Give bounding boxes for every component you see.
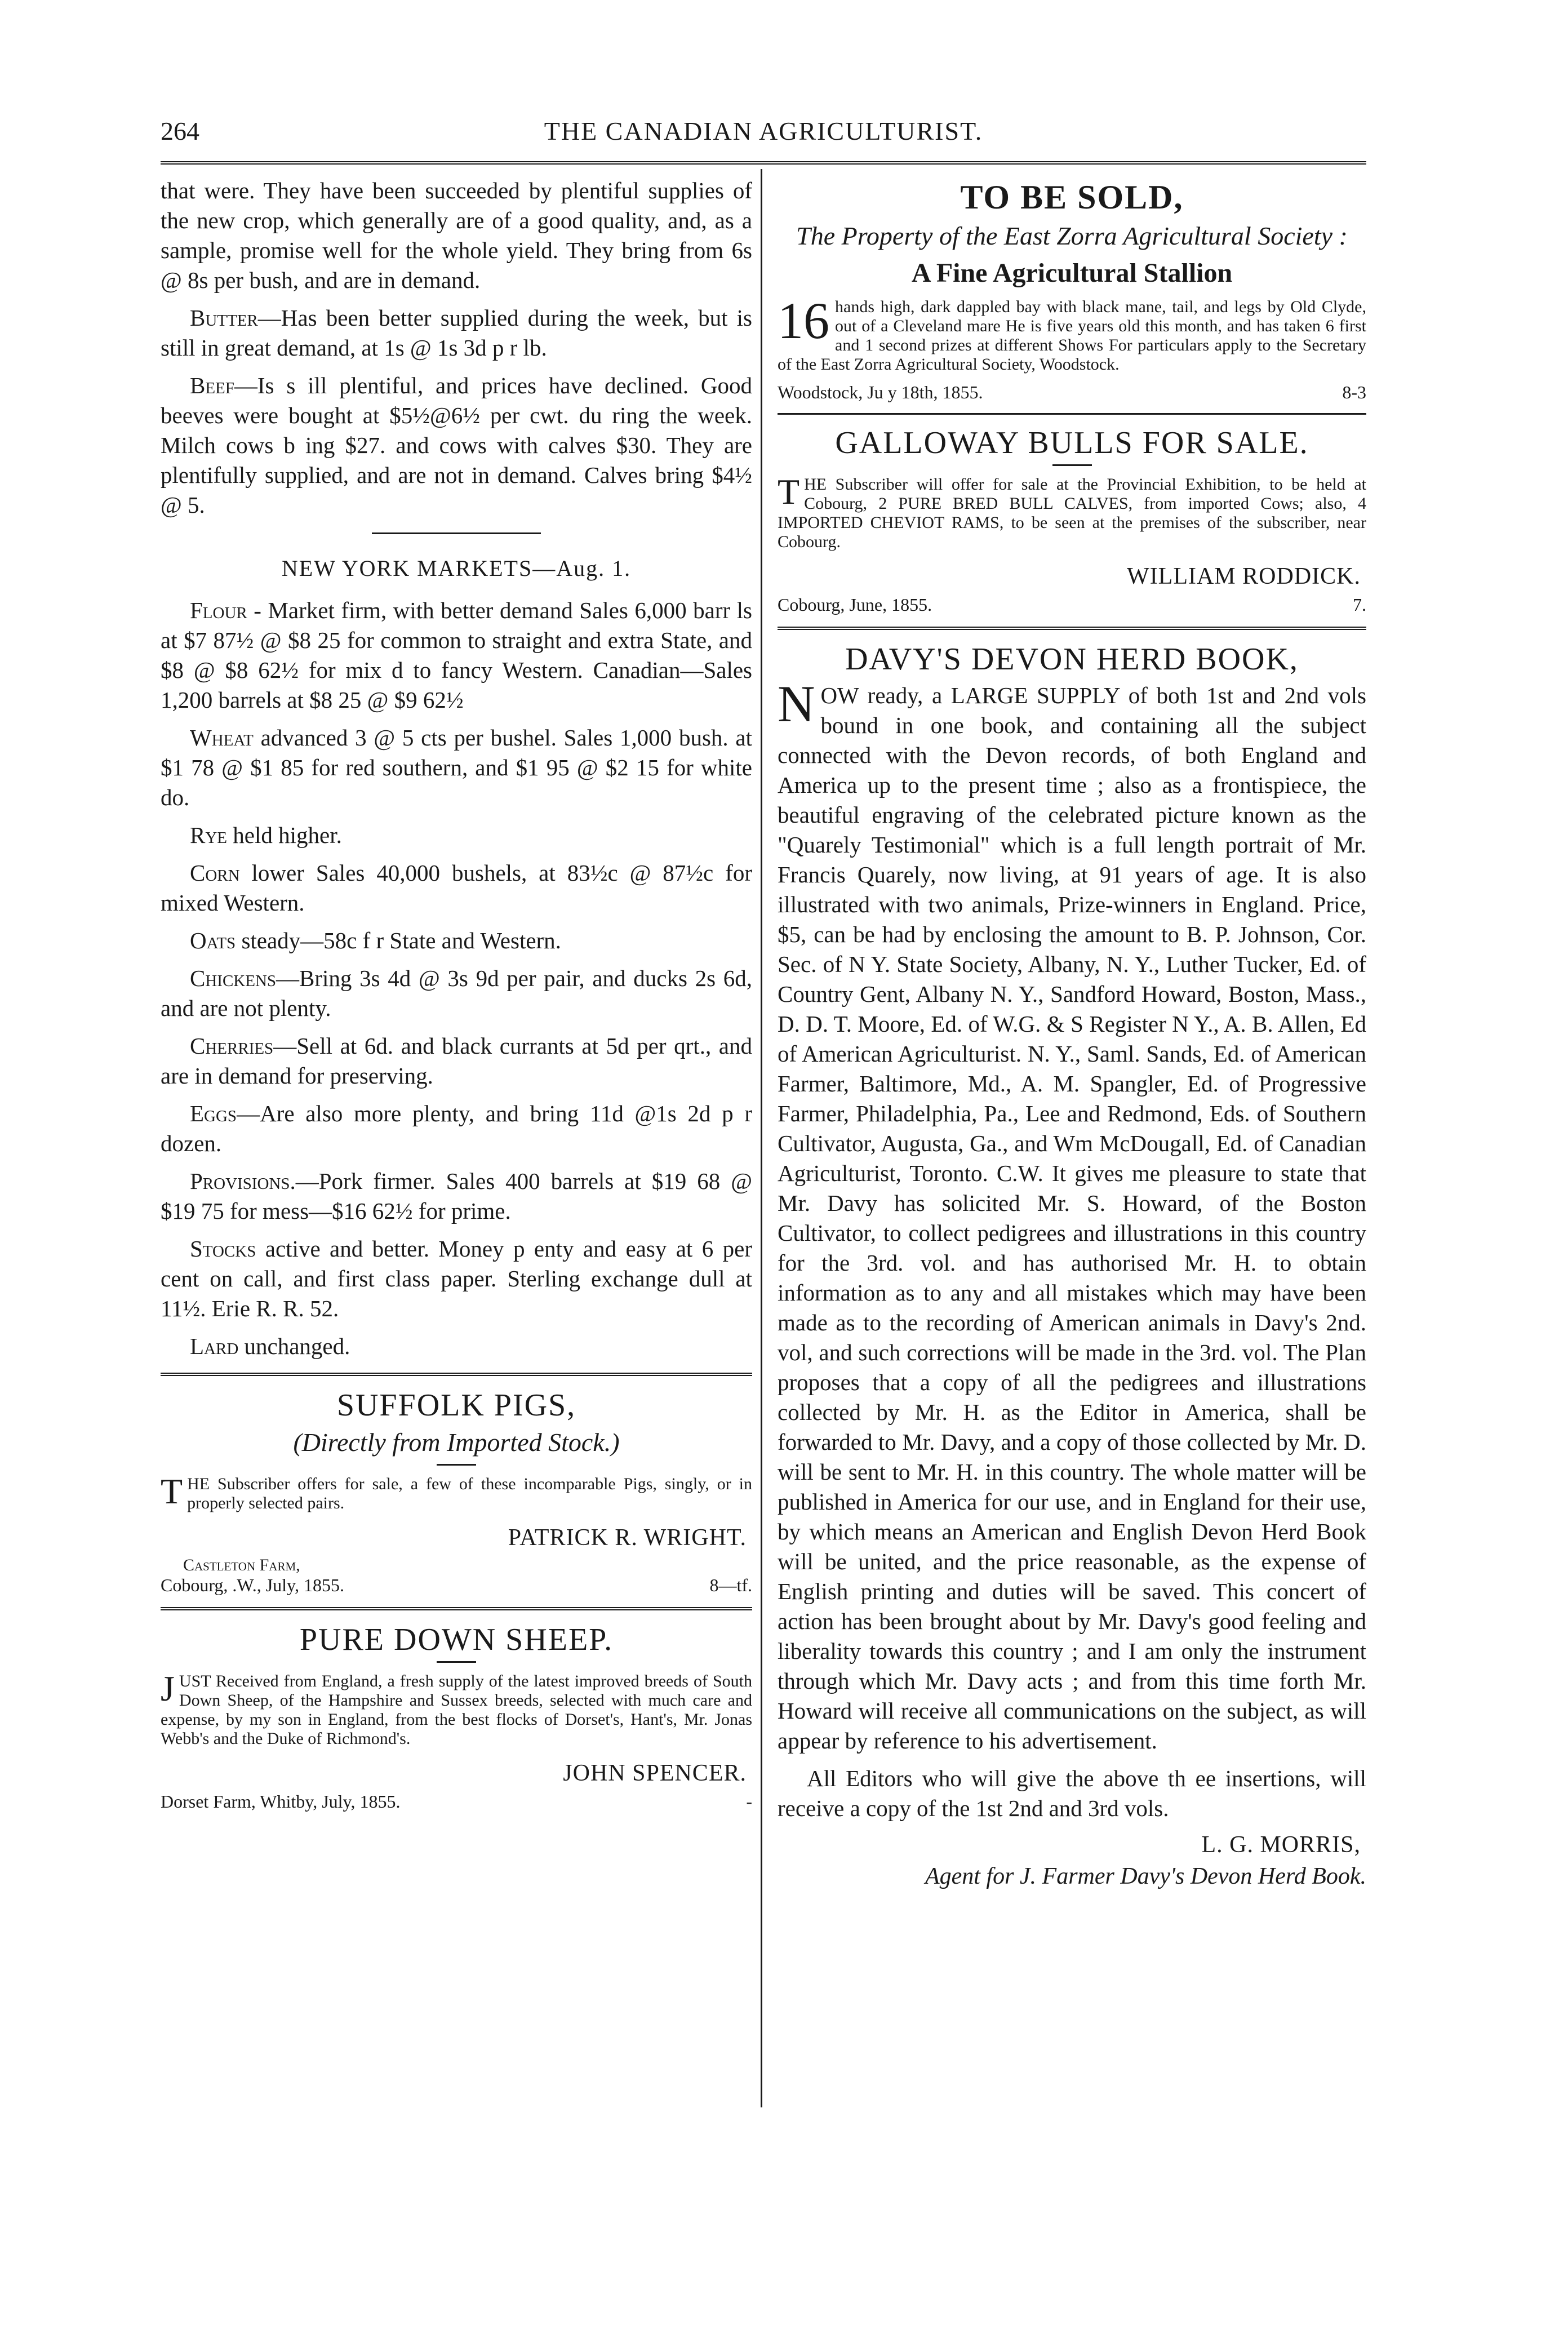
- wheat-text: advanced 3 @ 5 cts per bushel. Sales 1,000 bush. at $1 78 @ $1 85 for red southern, and $1 95 @ $2 15 for white do.: [161, 725, 752, 810]
- provisions-paragraph: [161, 1166, 752, 1226]
- ad-rule: [161, 1607, 752, 1610]
- suffolk-place: Cobourg, .W., July, 1855.: [161, 1575, 344, 1595]
- suffolk-dateline: [161, 1575, 752, 1596]
- suffolk-rule: [437, 1464, 476, 1466]
- stocks-text: active and better. Money p enty and easy at 6 per cent on call, and first class paper. Sterling exchange dull at 11½. Erie R. R. 52.: [161, 1236, 752, 1321]
- page-header: [161, 116, 1366, 153]
- galloway-bulls-ad: [778, 425, 1366, 615]
- devon-herd-book-ad: [778, 641, 1366, 1890]
- butter-label: Butter: [190, 305, 258, 331]
- column-separator: [761, 169, 762, 2107]
- to-be-sold-title: TO BE SOLD,: [960, 179, 1184, 216]
- galloway-ref: 7.: [1353, 594, 1366, 615]
- pure-down-ref: -: [746, 1791, 752, 1812]
- butter-paragraph: [161, 303, 752, 363]
- suffolk-text: HE Subscriber offers for sale, a few of these incomparable Pigs, singly, or in properly selected pairs.: [187, 1475, 752, 1512]
- flour-paragraph: [161, 596, 752, 715]
- pure-down-signature: JOHN SPENCER.: [563, 1760, 747, 1786]
- galloway-rule: [1052, 464, 1092, 466]
- cherries-label: Cherries: [190, 1033, 274, 1059]
- davy-editors: All Editors who will give the above th ee insertions, will receive a copy of the 1st 2nd and 3rd vols.: [778, 1765, 1366, 1821]
- stallion-ref: 8-3: [1342, 382, 1366, 402]
- galloway-text: HE Subscriber will offer for sale at the Provincial Exhibition, to be held at Cobourg, 2 PURE BRED BULL CALVES, from imported Cows; also, 4 IMPORTED CHEVIOT RAMS, to be seen at the premises of the subscriber, near Cobourg.: [778, 475, 1366, 551]
- pure-down-text: UST Received from England, a fresh supply of the latest improved breeds of South Down Sheep, of the Hampshire and Sussex breeds, selected with much care and expense, by my son in England, from the best flocks of Dorset's, Hant's, Mr. Jonas Webb's and the Duke of Richmond's.: [161, 1672, 752, 1748]
- eggs-paragraph: [161, 1099, 752, 1159]
- stallion-text: hands high, dark dappled bay with black mane, tail, and legs by Old Clyde, out of a Cleveland mare He is five years old this month, and has taken 6 first and 1 second prizes at different Shows For particulars apply to the Secretary of the East Zorra Agricultural Society, Woodstock.: [778, 298, 1366, 374]
- chickens-label: Chickens: [190, 965, 277, 991]
- suffolk-title: SUFFOLK PIGS,: [336, 1388, 576, 1423]
- to-be-sold-subtitle: The Property of the East Zorra Agricultural Society :: [796, 221, 1348, 250]
- rye-text: held higher.: [227, 822, 342, 848]
- ad-rule: [778, 413, 1366, 415]
- stocks-label: Stocks: [190, 1236, 256, 1262]
- chickens-paragraph: [161, 964, 752, 1023]
- pure-down-title: PURE DOWN SHEEP.: [299, 1622, 614, 1657]
- corn-text: lower Sales 40,000 bushels, at 83½c @ 87½c for mixed Western.: [161, 860, 752, 916]
- corn-paragraph: [161, 858, 752, 918]
- rye-label: Rye: [190, 822, 228, 848]
- pure-down-rule: [437, 1661, 476, 1663]
- galloway-signature: WILLIAM RODDICK.: [1127, 563, 1361, 589]
- left-column: [161, 176, 752, 1816]
- beef-text: —Is s ill plentiful, and prices have declined. Good beeves were bought at $5½@6½ per cwt. du ring the week. Milch cows b ing $27. and cows with calves $30. They are plentifully supplied, and are not in demand. Calves bring $4½ @ 5.: [161, 372, 752, 518]
- flour-label: Flour: [190, 597, 247, 623]
- chickens-text: —Bring 3s 4d @ 3s 9d per pair, and ducks 2s 6d, and are not plenty.: [161, 965, 752, 1021]
- pure-down-dateline: [161, 1791, 752, 1812]
- section-rule: [372, 532, 541, 534]
- pure-down-sheep-ad: [161, 1622, 752, 1812]
- publication-title: THE CANADIAN AGRICULTURIST.: [544, 117, 983, 145]
- davy-text: OW ready, a LARGE SUPPLY of both 1st and 2nd vols bound in one book, and containing all the subject connected with the Devon records, of both England and America up to the present time ; also as a frontispiece, the beautiful engraving of the celebrated picture known as the "Quarely Testimonial" which is a full length portrait of Mr. Francis Quarely, now living, at 91 years of age. It is also illustrated with two animals, Prize-winners in England. Price, $5, can be had by enclosing the amount to B. P. Johnson, Cor. Sec. of N Y. State Society, Albany, N. Y., Luther Tucker, Ed. of Country Gent, Albany N. Y., Sandford Howard, Boston, Mass., D. D. T. Moore, Ed. of W.G. & S Register N Y., A. B. Allen, Ed of American Agriculturist. N. Y., Saml. Sands, Ed. of American Farmer, Baltimore, Md., A. M. Spangler, Ed. of Progressive Farmer, Philadelphia, Pa., Lee and Redmond, Eds. of Southern Cultivator, Augusta, Ga., and Wm McDougall, Ed. of Canadian Agriculturist, Toronto. C.W. It gives me pleasure to state that Mr. Davy has solicited Mr. S. Howard, of the Boston Cultivator, to collect pedigrees and illustrations in this country for the 3rd. vol. and has authorised Mr. H. to obtain information as to any and all mistakes which may have been made as to the recording of American animals in Davy's 2nd. vol, and such corrections will be made in the 3rd. vol. The Plan proposes that a copy of all the pedigrees and illustrations collected by Mr. H. as the Editor in America, shall be forwarded to Mr. Davy, and a copy of those collected by Mr. D. will be sent to Mr. H. in this country. The whole matter will be published in America for our use, and in England for their use, by which means an American and English Devon Herd Book will be united, and the price reasonable, as the expense of English printing and duties will be saved. This concert of action has been brought about by Mr. Davy's good feeling and liberality towards this country ; and I am only the instrument through which Mr. Davy acts ; and from this time forth Mr. Howard will receive all communications on the subject, as will appear by reference to his advertisement.: [778, 682, 1366, 1754]
- davy-title: DAVY'S DEVON HERD BOOK,: [845, 642, 1299, 677]
- stallion-dropcap: 16: [778, 292, 829, 349]
- pure-down-place: Dorset Farm, Whitby, July, 1855.: [161, 1791, 401, 1812]
- davy-body: [778, 675, 1366, 1823]
- lard-label: Lard: [190, 1333, 239, 1359]
- right-column: [778, 176, 1366, 1890]
- stallion-dateline: [778, 382, 1366, 403]
- davy-paragraph: [778, 675, 1366, 1756]
- eggs-text: —Are also more plenty, and bring 11d @1s 2d p r dozen.: [161, 1100, 752, 1156]
- flour-text: - Market firm, with better demand Sales 6,000 barr ls at $7 87½ @ $8 25 for common to straight and extra State, and $8 @ $8 62½ for mix d to fancy Western. Canadian—Sales 1,200 barrels at $8 25 @ $9 62½: [161, 597, 752, 713]
- corn-label: Corn: [190, 860, 240, 886]
- oats-label: Oats: [190, 927, 236, 953]
- suffolk-ref: 8—tf.: [709, 1575, 752, 1595]
- stallion-place: Woodstock, Ju y 18th, 1855.: [778, 382, 983, 402]
- eggs-label: Eggs: [190, 1100, 237, 1126]
- provisions-label: Provisions: [190, 1168, 290, 1194]
- suffolk-pigs-ad: [161, 1387, 752, 1596]
- lard-paragraph: [161, 1331, 752, 1361]
- suffolk-farm: Castleton Farm,: [183, 1556, 300, 1574]
- suffolk-body: [161, 1471, 752, 1513]
- stallion-body: [778, 292, 1366, 374]
- oats-text: steady—58c f r State and Western.: [236, 927, 561, 953]
- lard-text: unchanged.: [238, 1333, 350, 1359]
- davy-signature: L. G. MORRIS,: [1201, 1832, 1361, 1858]
- davy-agent: Agent for J. Farmer Davy's Devon Herd Book.: [925, 1863, 1366, 1889]
- butter-text: —Has been better supplied during the week, but is still in great demand, at 1s @ 1s 3d p r lb.: [161, 305, 752, 361]
- cherries-paragraph: [161, 1031, 752, 1091]
- wheat-paragraph: [161, 723, 752, 813]
- ad-rule: [161, 1373, 752, 1376]
- suffolk-signature: PATRICK R. WRIGHT.: [508, 1525, 747, 1551]
- cherries-text: —Sell at 6d. and black currants at 5d per qrt., and are in demand for preserving.: [161, 1033, 752, 1089]
- suffolk-dropcap: T: [161, 1471, 183, 1511]
- galloway-dateline: [778, 594, 1366, 615]
- pure-down-dropcap: J: [161, 1668, 175, 1708]
- provisions-text: .—Pork firmer. Sales 400 barrels at $19 68 @ $19 75 for mess—$16 62½ for prime.: [161, 1168, 752, 1224]
- crop-paragraph: that were. They have been succeeded by plentiful supplies of the new crop, which generally are of a good quality, and, as a sample, promise well for the whole yield. They bring from 6s @ 8s per bush, and are in demand.: [161, 177, 752, 293]
- rye-paragraph: [161, 820, 752, 850]
- wheat-label: Wheat: [190, 725, 254, 751]
- oats-paragraph: [161, 926, 752, 956]
- ny-markets-heading: NEW YORK MARKETS—Aug. 1.: [281, 556, 632, 581]
- beef-label: Beef: [190, 372, 234, 398]
- pure-down-body: [161, 1668, 752, 1748]
- page-number: 264: [161, 117, 199, 145]
- beef-paragraph: [161, 371, 752, 520]
- galloway-title: GALLOWAY BULLS FOR SALE.: [835, 425, 1309, 460]
- header-rule: [161, 161, 1366, 165]
- galloway-body: [778, 472, 1366, 552]
- galloway-place: Cobourg, June, 1855.: [778, 594, 932, 615]
- davy-dropcap: N: [778, 675, 815, 733]
- stallion-headline: A Fine Agricultural Stallion: [911, 258, 1233, 288]
- galloway-dropcap: T: [778, 472, 800, 512]
- suffolk-subtitle: (Directly from Imported Stock.): [293, 1428, 620, 1457]
- ad-rule: [778, 627, 1366, 630]
- stocks-paragraph: [161, 1234, 752, 1324]
- markets-report: [161, 176, 752, 1361]
- stallion-ad: [778, 178, 1366, 403]
